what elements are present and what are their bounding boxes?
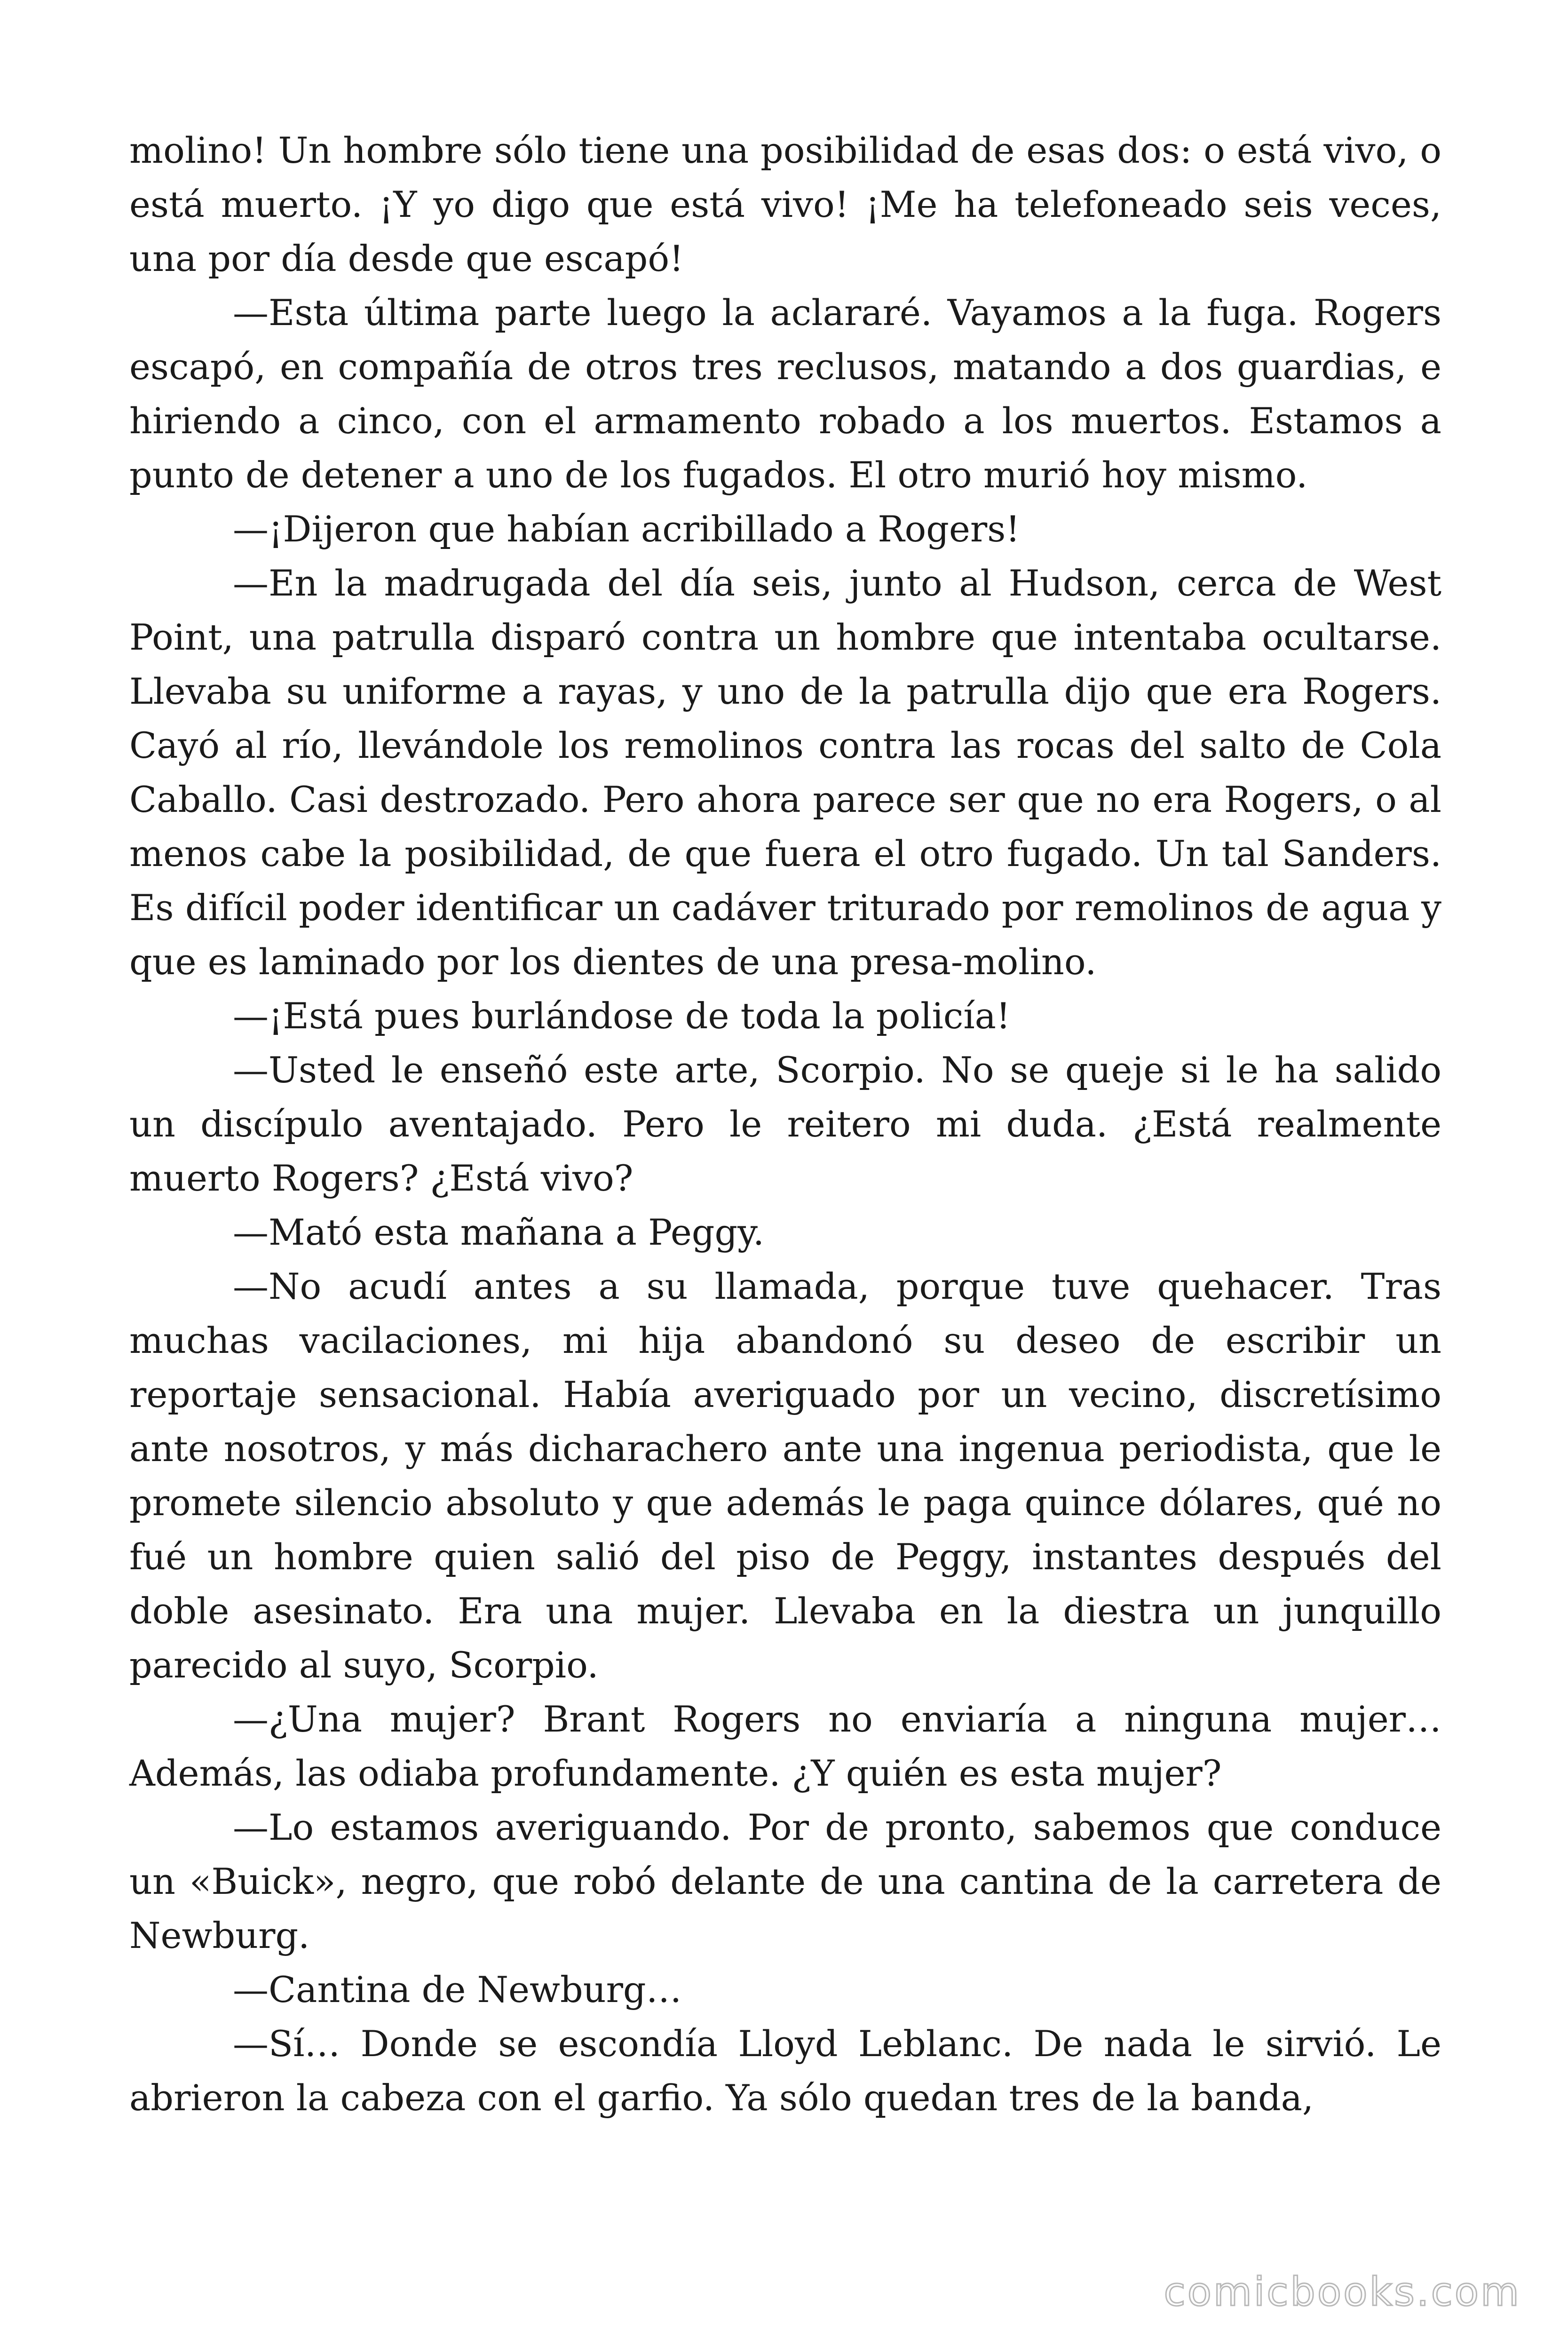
paragraph: —Cantina de Newburg… [233,1969,682,2010]
watermark: comicbooks.com [1164,2269,1521,2315]
paragraph: —¡Dijeron que habían acribillado a Rogers! [233,508,1020,550]
paragraph: —Lo estamos averiguando. Por de pronto, sabemos que conduce un «Buick», negro, que robó delante de una cantina de la carretera de Newburg. [129,1806,1441,1956]
paragraph: —Usted le enseñó este arte, Scorpio. No se queje si le ha salido un discípulo aventajado. Pero le reitero mi duda. ¿Está realmente muerto Rogers? ¿Está vivo? [129,1049,1441,1199]
book-page-text [129,123,1441,2125]
paragraph: —En la madrugada del día seis, junto al Hudson, cerca de West Point, una patrulla disparó contra un hombre que intentaba ocultarse. Llevaba su uniforme a rayas, y uno de la patrulla dijo que era Rogers. Cayó al río, llevándole los remolinos contra las rocas del salto de Cola Caballo. Casi destrozado. Pero ahora parece ser que no era Rogers, o al menos cabe la posibilidad, de que fuera el otro fugado. Un tal Sanders. Es difícil poder identificar un cadáver triturado por remolinos de agua y que es laminado por los dientes de una presa-molino. [129,562,1441,983]
paragraph: —¡Está pues burlándose de toda la policía! [233,995,1011,1037]
paragraph: —Mató esta mañana a Peggy. [233,1211,765,1253]
paragraph: —Sí… Donde se escondía Lloyd Leblanc. De nada le sirvió. Le abrieron la cabeza con el garfio. Ya sólo quedan tres de la banda, [129,2023,1441,2119]
paragraph: —Esta última parte luego la aclararé. Vayamos a la fuga. Rogers escapó, en compañía de otros tres reclusos, matando a dos guardias, e hiriendo a cinco, con el armamento robado a los muertos. Estamos a punto de detener a uno de los fugados. El otro murió hoy mismo. [129,292,1441,496]
paragraph: —¿Una mujer? Brant Rogers no enviaría a ninguna mujer… Además, las odiaba profundamente. ¿Y quién es esta mujer? [129,1698,1441,1794]
paragraph: —No acudí antes a su llamada, porque tuve quehacer. Tras muchas vacilaciones, mi hija abandonó su deseo de escribir un reportaje sensacional. Había averiguado por un vecino, discretísimo ante nosotros, y más dicharachero ante una ingenua periodista, que le promete silencio absoluto y que además le paga quince dólares, qué no fué un hombre quien salió del piso de Peggy, instantes después del doble asesinato. Era una mujer. Llevaba en la diestra un junquillo parecido al suyo, Scorpio. [129,1265,1441,1686]
paragraph: molino! Un hombre sólo tiene una posibilidad de esas dos: o está vivo, o está muerto. ¡Y yo digo que está vivo! ¡Me ha telefoneado seis veces, una por día desde que escapó! [129,129,1441,279]
